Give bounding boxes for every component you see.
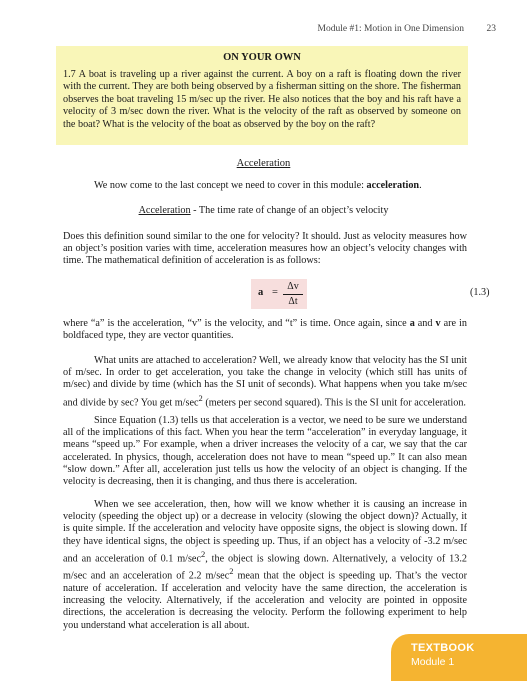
- vars-text-2: and: [414, 318, 436, 329]
- badge-module: Module 1: [411, 656, 455, 668]
- definition-line: [0, 205, 527, 216]
- equation-box: [251, 279, 307, 309]
- vars-bold-a: a: [409, 318, 415, 329]
- units-text-1: What units are attached to acceleration? Well, we already know that velocity has the SI unit of m/sec. In order to get acceleration, you take the change in velocity (which still has units of m/sec) and divide by time (which has the SI unit of seconds). What happens when you take m/sec and divide by sec? You get m/sec: [63, 355, 467, 408]
- vars-text-3: are in boldfaced type, they are vector quantities.: [63, 318, 467, 342]
- paragraph-similar-definition: Does this definition sound similar to the one for velocity? It should. Just as velocity measures how an object’s position varies with time, acceleration measures how an object’s velocity changes with time. The mathematical definition of acceleration is as follows:: [63, 231, 467, 267]
- section-heading: Acceleration: [236, 158, 291, 169]
- definition-text: - The time rate of change of an object’s velocity: [190, 205, 389, 216]
- on-your-own-problem: 1.7 A boat is traveling up a river against the current. A boy on a raft is floating down the river with the current. They are both being observed by a fisherman sitting on the shore. The fisherman observes the boat traveling 15 m/sec up the river. He also notices that the boy and his raft have a velocity of 3 m/sec down the river. What is the velocity of the raft as observed by someone on the boat? What is the velocity of the boat as observed by the boy on the raft?: [63, 69, 461, 130]
- paragraph-units: [63, 355, 467, 409]
- signs-text-2: , the object is slowing down. Alternatively, a velocity of 13.2 m/sec and an acceleration of 2.2 m/sec: [63, 553, 467, 582]
- signs-text-1: When we see acceleration, then, how will we know whether it is causing an increase in velocity (speeding the object up) or a decrease in velocity (slowing the object down)? Actually, it is quite simple. If the acceleration and velocity have opposite signs, the object is slowing down. If they have identical signs, the object is speeding up. Thus, if an object has a velocity of -3.2 m/sec and an acceleration of 0.1 m/sec: [63, 499, 467, 565]
- intro-text: We now come to the last concept we need to cover in this module:: [94, 180, 367, 191]
- signs-text-3: mean that the object is speeding up. That’s the vector nature of acceleration. If acceleration and velocity have the same direction, the acceleration is increasing the velocity. Alternatively, if the acceleration and velocity are pointed in opposite directions, the acceleration is decreasing the velocity. Perform the following experiment to help you understand what acceleration is all about.: [63, 570, 467, 631]
- equation-numerator: Δv: [287, 281, 299, 292]
- equation-fraction: [283, 281, 303, 308]
- equation-equals: =: [272, 287, 278, 298]
- badge-label: TEXTBOOK: [411, 642, 475, 654]
- paragraph-variables: [63, 318, 467, 342]
- definition-term: Acceleration: [138, 205, 191, 216]
- paragraph-speed-up-slow-down: [63, 499, 467, 632]
- page-header: [0, 24, 527, 38]
- on-your-own-title: ON YOUR OWN: [223, 52, 301, 63]
- paragraph-vector-implications: Since Equation (1.3) tells us that acceleration is a vector, we need to be sure we understand all of the implications of this fact. When you hear the term “acceleration” in everyday language, it means “speed up.” For example, when a driver increases the velocity of a car, we say that the car accelerated. In physics, though, acceleration does not have to mean “speed up.” It can also mean “slow down.” After all, acceleration just tells us how the velocity of an object is changing. If the velocity is decreasing, then it is changing, and thus there is acceleration.: [63, 415, 467, 488]
- signs-superscript-1: 2: [200, 548, 206, 559]
- fraction-bar: [283, 294, 303, 295]
- equation-lhs: a: [258, 287, 264, 298]
- vars-text-1: where “a” is the acceleration, “v” is the velocity, and “t” is time. Once again, since: [63, 318, 410, 329]
- units-superscript: 2: [198, 392, 203, 403]
- signs-superscript-2: 2: [229, 566, 234, 577]
- intro-paragraph: [63, 180, 467, 192]
- page-number: 23: [486, 24, 496, 34]
- intro-end: .: [419, 180, 422, 191]
- on-your-own-box: [56, 46, 468, 145]
- intro-keyword: acceleration: [366, 180, 420, 191]
- vars-bold-v: v: [435, 318, 441, 329]
- units-text-2: (meters per second squared). This is the SI unit for acceleration.: [202, 397, 466, 408]
- equation-denominator: Δt: [288, 296, 298, 307]
- textbook-module-badge: [391, 634, 527, 681]
- running-title: Module #1: Motion in One Dimension: [317, 24, 464, 34]
- equation-number: (1.3): [470, 287, 490, 298]
